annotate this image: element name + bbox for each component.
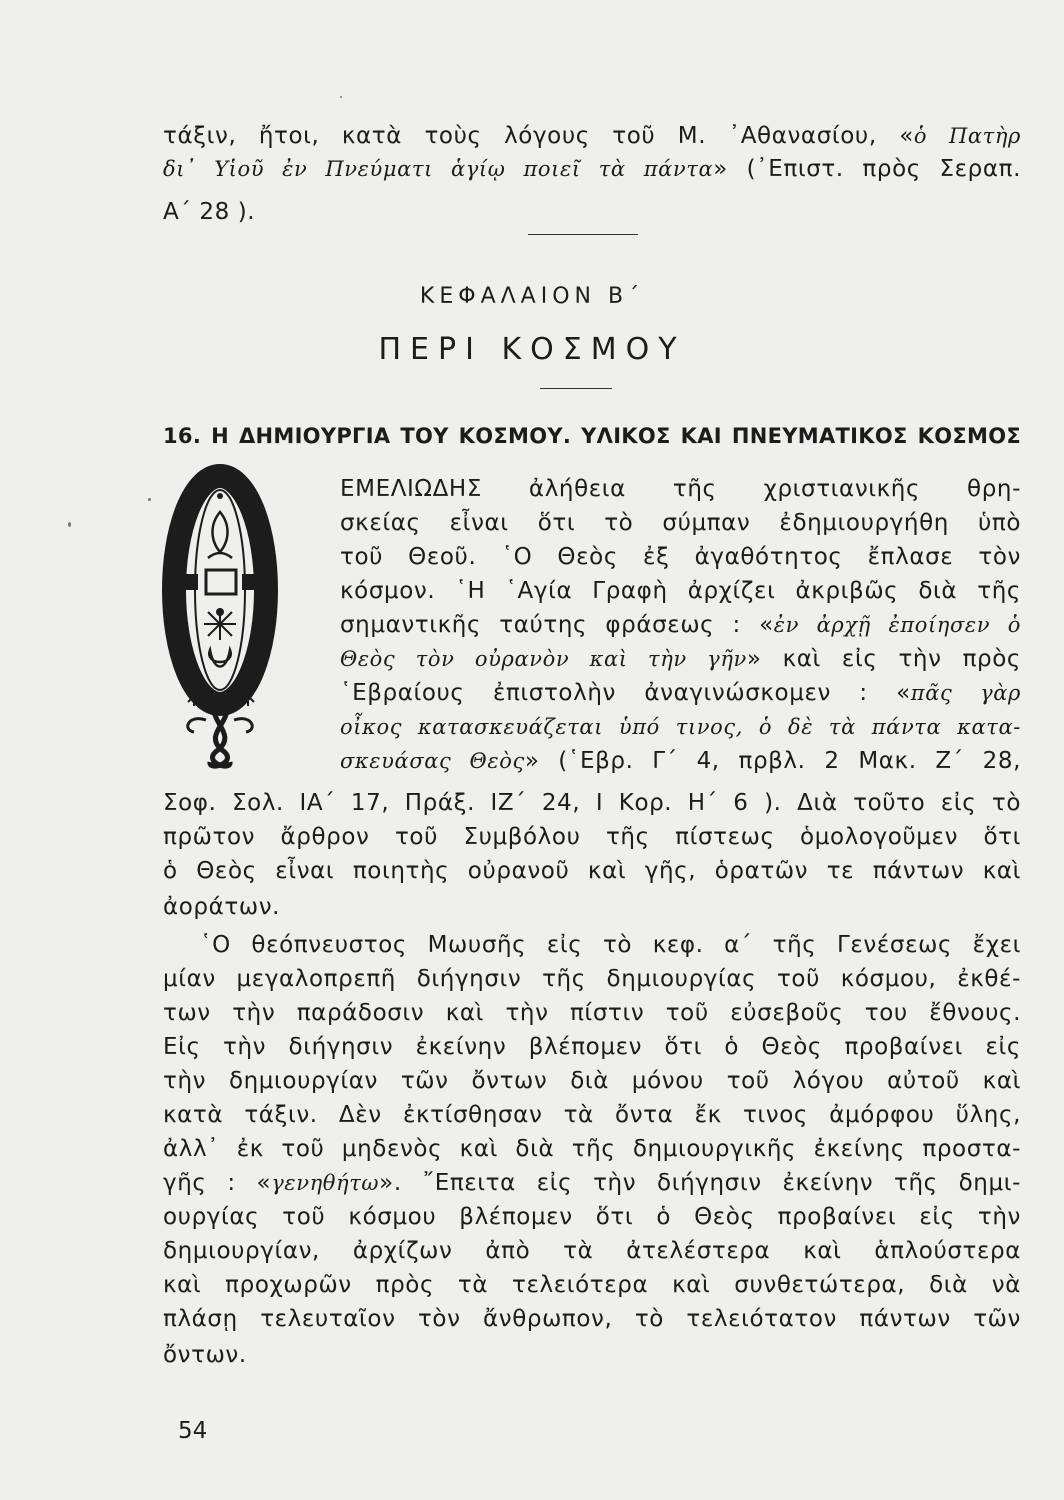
text-line: ὁ Θεὸς εἶναι ποιητὴς οὐρανοῦ καὶ γῆς, ὁρατῶν τε πάντων καὶ (163, 858, 1021, 884)
text-line: σημαντικῆς ταύτης φράσεως : «ἐν ἀρχῇ ἐποίησεν ὁ (340, 612, 1021, 638)
drop-cap-ornament (160, 462, 286, 780)
text-line: μίαν μεγαλοπρεπῆ διήγησιν τῆς δημιουργίας τοῦ κόσμου, ἐκθέ- (163, 966, 1021, 992)
page-number: 54 (178, 1418, 208, 1444)
text-line: των τὴν παράδοσιν καὶ τὴν πίστιν τοῦ εὐσεβοῦς του ἔθνους. (163, 1000, 1021, 1026)
text-line: δι᾿ Υἱοῦ ἐν Πνεύματι ἁγίῳ ποιεῖ τὰ πάντα» (᾿Επιστ. πρὸς Σεραπ. (163, 156, 1021, 182)
separator-rule (528, 234, 638, 235)
chapter-title: ΠΕΡΙ ΚΟΣΜΟΥ (378, 332, 686, 367)
paper-speck (148, 498, 151, 501)
paragraph-first-line: ῾Ο θεόπνευστος Μωυσῆς εἰς τὸ κεφ. α΄ τῆς Γενέσεως ἔχει (200, 932, 1021, 958)
text-line: κατὰ τάξιν. Δὲν ἐκτίσθησαν τὰ ὄντα ἔκ τινος ἀμόρφου ὕλης, (163, 1102, 1021, 1128)
separator-rule (540, 388, 612, 389)
text-line: Θεὸς τὸν οὐρανὸν καὶ τὴν γῆν» καὶ εἰς τὴν πρὸς (340, 646, 1021, 672)
paper-speck (68, 522, 71, 527)
text-line: καὶ προχωρῶν πρὸς τὰ τελειότερα καὶ συνθετώτερα, διὰ νὰ (163, 1272, 1021, 1298)
text-line: γῆς : «γενηθήτω». ῎Επειτα εἰς τὴν διήγησιν ἐκείνην τῆς δημι- (163, 1170, 1021, 1196)
paper-speck (340, 96, 342, 98)
text-line: πλάσῃ τελευταῖον τὸν ἄνθρωπον, τὸ τελειότατον πάντων τῶν (163, 1306, 1021, 1332)
text-line: πρῶτον ἄρθρον τοῦ Συμβόλου τῆς πίστεως ὁμολογοῦμεν ὅτι (163, 824, 1021, 850)
text-line: τὴν δημιουργίαν τῶν ὄντων διὰ μόνου τοῦ λόγου αὐτοῦ καὶ (163, 1068, 1021, 1094)
text-line: Σοφ. Σολ. ΙΑ΄ 17, Πράξ. ΙΖ΄ 24, Ι Κορ. Η΄ 6 ). Διὰ τοῦτο εἰς τὸ (163, 790, 1021, 816)
text-line: σκείας εἶναι ὅτι τὸ σύμπαν ἐδημιουργήθη ὑπὸ (340, 510, 1021, 536)
text-line: ουργίας τοῦ κόσμου βλέπομεν ὅτι ὁ Θεὸς προβαίνει εἰς τὴν (163, 1204, 1021, 1230)
text-line: τοῦ Θεοῦ. ῾Ο Θεὸς ἐξ ἀγαθότητος ἔπλασε τὸν (340, 544, 1021, 570)
theta-ornament-icon (160, 462, 286, 780)
text-line: σκευάσας Θεὸς» (῾Εβρ. Γ΄ 4, πρβλ. 2 Μακ. Ζ΄ 28, (340, 748, 1022, 774)
text-line: οἶκος κατασκευάζεται ὑπό τινος, ὁ δὲ τὰ πάντα κατα- (340, 715, 1021, 739)
text-line: ΕΜΕΛΙΩΔΗΣ ἀλήθεια τῆς χριστιανικῆς θρη- (340, 476, 1021, 502)
text-line: ἀοράτων. (163, 894, 281, 920)
text-line: τάξιν, ἤτοι, κατὰ τοὺς λόγους τοῦ Μ. ᾿Αθανασίου, «ὁ Πατὴρ (163, 123, 1021, 149)
section-heading: 16. Η ΔΗΜΙΟΥΡΓΙΑ ΤΟΥ ΚΟΣΜΟΥ. ΥΛΙΚΟΣ ΚΑΙ ΠΝΕΥΜΑΤΙΚΟΣ ΚΟΣΜΟΣ (163, 424, 1021, 448)
text-line: Εἰς τὴν διήγησιν ἐκείνην βλέπομεν ὅτι ὁ Θεὸς προβαίνει εἰς (163, 1034, 1021, 1060)
text-line: κόσμον. ῾Η ῾Αγία Γραφὴ ἀρχίζει ἀκριβῶς διὰ τῆς (340, 578, 1021, 604)
chapter-label: ΚΕΦΑΛΑΙΟΝ Β΄ (419, 284, 645, 309)
drop-cap-letter (286, 462, 287, 463)
text-line: ἀλλ᾿ ἐκ τοῦ μηδενὸς καὶ διὰ τῆς δημιουργικῆς ἐκείνης προστα- (163, 1136, 1021, 1162)
text-line: ῾Εβραίους ἐπιστολὴν ἀναγινώσκομεν : «πᾶς γὰρ (340, 680, 1021, 706)
text-line: ὄντων. (163, 1342, 247, 1368)
text-line: δημιουργίαν, ἀρχίζων ἀπὸ τὰ ἀτελέστερα καὶ ἁπλούστερα (163, 1238, 1021, 1264)
text-line: Α΄ 28 ). (163, 199, 256, 225)
